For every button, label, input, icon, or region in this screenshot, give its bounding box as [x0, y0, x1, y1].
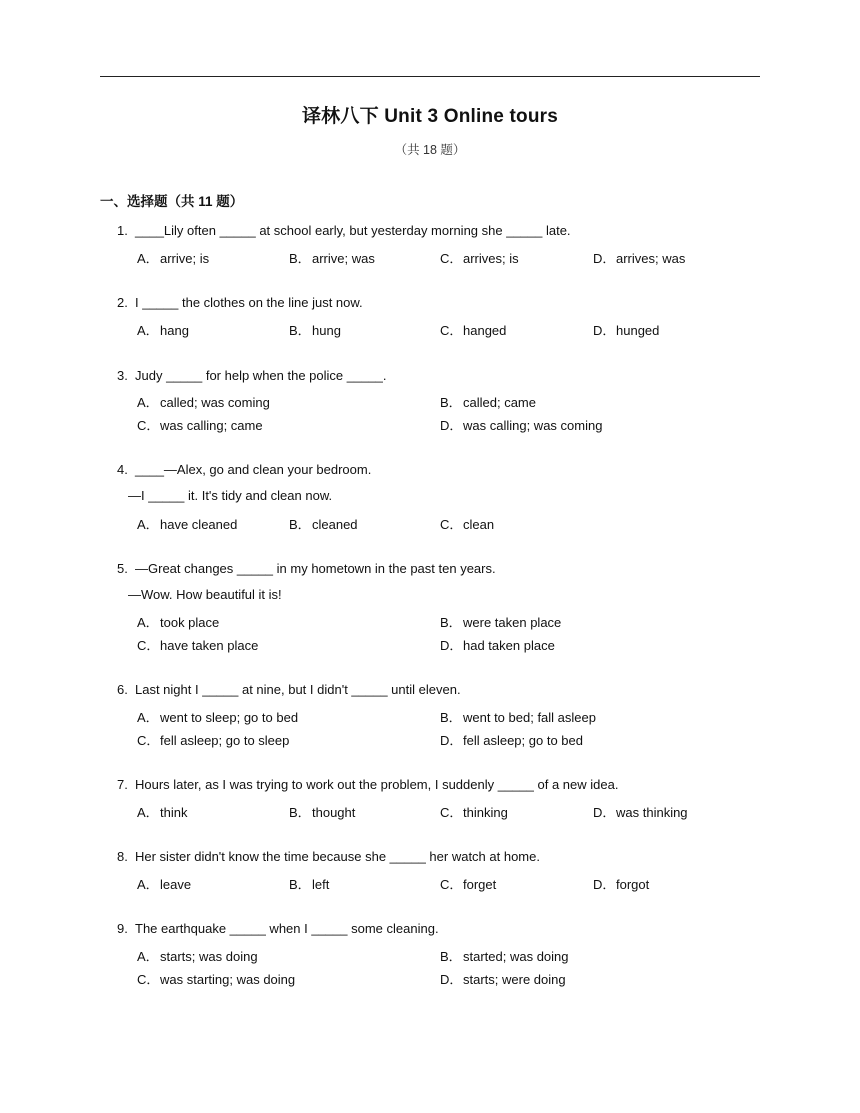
option-letter: B． [289, 517, 311, 532]
option-a[interactable] [137, 514, 237, 533]
option-text: took place [160, 615, 220, 630]
option-c[interactable] [440, 874, 496, 893]
document-title: 译林八下 Unit 3 Online tours [301, 106, 559, 127]
question-number: 1. [117, 223, 128, 238]
option-b[interactable] [440, 707, 596, 726]
option-d[interactable] [593, 874, 649, 893]
question-text: I _____ the clothes on the line just now. [135, 295, 363, 310]
question-number: 7. [117, 777, 128, 792]
option-text: hang [160, 323, 189, 338]
question-number: 2. [117, 295, 128, 310]
question-stem [117, 921, 439, 936]
option-letter: B． [289, 251, 311, 266]
question-reply: —Wow. How beautiful it is! [128, 587, 282, 602]
question-text: ____Lily often _____ at school early, but yesterday morning she _____ late. [135, 223, 571, 238]
option-text: starts; was doing [160, 949, 258, 964]
option-b[interactable] [289, 514, 358, 533]
question-text: Her sister didn't know the time because she _____ her watch at home. [135, 849, 540, 864]
option-d[interactable] [593, 320, 659, 339]
option-text: was calling; was coming [463, 418, 603, 433]
option-c[interactable] [137, 635, 258, 654]
option-text: was calling; came [160, 418, 263, 433]
option-text: hanged [463, 323, 507, 338]
option-letter: C． [440, 517, 463, 532]
option-text: thinking [463, 805, 508, 820]
option-letter: A． [137, 877, 159, 892]
question-number: 6. [117, 682, 128, 697]
question-text: Hours later, as I was trying to work out the problem, I suddenly _____ of a new idea. [135, 777, 619, 792]
option-a[interactable] [137, 248, 209, 267]
question-number: 9. [117, 921, 128, 936]
question-number: 8. [117, 849, 128, 864]
option-letter: D． [593, 323, 616, 338]
option-c[interactable] [440, 514, 494, 533]
question-stem [117, 682, 461, 697]
option-b[interactable] [289, 874, 329, 893]
question-stem [117, 777, 618, 792]
question-stem [117, 368, 387, 383]
option-c[interactable] [440, 802, 508, 821]
option-text: was starting; was doing [160, 972, 296, 987]
question-text: Last night I _____ at nine, but I didn't _____ until eleven. [135, 682, 461, 697]
option-letter: D． [593, 805, 616, 820]
question-stem [117, 561, 496, 576]
question-reply: —I _____ it. It's tidy and clean now. [128, 488, 333, 503]
option-letter: D． [440, 972, 463, 987]
option-letter: B． [440, 395, 462, 410]
option-text: clean [463, 517, 495, 532]
option-letter: B． [440, 615, 462, 630]
option-text: arrives; was [616, 251, 686, 266]
option-text: arrive; is [160, 251, 210, 266]
option-c[interactable] [137, 969, 295, 988]
option-text: have cleaned [160, 517, 238, 532]
option-text: cleaned [312, 517, 358, 532]
option-letter: A． [137, 395, 159, 410]
option-d[interactable] [593, 802, 688, 821]
option-letter: A． [137, 323, 159, 338]
option-letter: C． [137, 733, 160, 748]
option-a[interactable] [137, 392, 270, 411]
option-letter: D． [440, 418, 463, 433]
option-text: think [160, 805, 188, 820]
question-number: 4. [117, 462, 128, 477]
option-a[interactable] [137, 707, 298, 726]
question-text: The earthquake _____ when I _____ some cleaning. [135, 921, 439, 936]
question-stem [117, 295, 363, 310]
option-text: leave [160, 877, 192, 892]
option-text: hunged [616, 323, 660, 338]
option-text: forget [463, 877, 497, 892]
option-text: called; came [463, 395, 536, 410]
section-heading: 一、选择题（共 11 题） [100, 194, 244, 209]
question-text: ____—Alex, go and clean your bedroom. [135, 462, 372, 477]
option-text: starts; were doing [463, 972, 566, 987]
question-text: —Great changes _____ in my hometown in the past ten years. [135, 561, 496, 576]
option-letter: A． [137, 615, 159, 630]
option-letter: A． [137, 949, 159, 964]
option-letter: B． [289, 877, 311, 892]
option-b[interactable] [440, 612, 561, 631]
option-text: went to bed; fall asleep [463, 710, 596, 725]
option-letter: C． [440, 251, 463, 266]
option-d[interactable] [593, 248, 685, 267]
option-letter: B． [440, 710, 462, 725]
option-d[interactable] [440, 415, 602, 434]
option-text: fell asleep; go to bed [463, 733, 583, 748]
option-d[interactable] [440, 730, 583, 749]
option-letter: A． [137, 251, 159, 266]
option-text: was thinking [616, 805, 688, 820]
option-text: had taken place [463, 638, 555, 653]
option-text: fell asleep; go to sleep [160, 733, 290, 748]
option-letter: D． [593, 251, 616, 266]
option-b[interactable] [440, 392, 536, 411]
question-number: 5. [117, 561, 128, 576]
option-letter: D． [593, 877, 616, 892]
option-text: called; was coming [160, 395, 270, 410]
option-letter: D． [440, 733, 463, 748]
option-letter: A． [137, 710, 159, 725]
option-letter: A． [137, 517, 159, 532]
option-d[interactable] [440, 635, 555, 654]
question-stem [117, 849, 540, 864]
option-c[interactable] [440, 320, 506, 339]
question-number: 3. [117, 368, 128, 383]
option-letter: B． [289, 805, 311, 820]
option-b[interactable] [440, 946, 569, 965]
option-a[interactable] [137, 802, 187, 821]
option-letter: C． [440, 877, 463, 892]
option-d[interactable] [440, 969, 566, 988]
option-b[interactable] [289, 320, 341, 339]
option-text: hung [312, 323, 341, 338]
option-a[interactable] [137, 946, 258, 965]
question-stem [117, 462, 371, 477]
option-text: thought [312, 805, 356, 820]
option-letter: C． [137, 418, 160, 433]
option-a[interactable] [137, 874, 191, 893]
option-a[interactable] [137, 612, 219, 631]
option-c[interactable] [440, 248, 519, 267]
option-b[interactable] [289, 248, 375, 267]
option-letter: C． [440, 323, 463, 338]
option-letter: B． [440, 949, 462, 964]
option-letter: D． [440, 638, 463, 653]
option-letter: C． [137, 638, 160, 653]
header-rule [100, 76, 760, 77]
question-count: （共 18 题） [394, 143, 466, 157]
option-a[interactable] [137, 320, 189, 339]
option-b[interactable] [289, 802, 355, 821]
option-letter: B． [289, 323, 311, 338]
option-c[interactable] [137, 730, 289, 749]
option-text: forgot [616, 877, 650, 892]
option-text: were taken place [463, 615, 562, 630]
option-text: started; was doing [463, 949, 569, 964]
option-text: arrives; is [463, 251, 519, 266]
option-c[interactable] [137, 415, 263, 434]
option-letter: A． [137, 805, 159, 820]
question-stem [117, 223, 571, 238]
option-text: went to sleep; go to bed [160, 710, 299, 725]
option-text: arrive; was [312, 251, 375, 266]
option-letter: C． [440, 805, 463, 820]
option-letter: C． [137, 972, 160, 987]
question-text: Judy _____ for help when the police _____. [135, 368, 387, 383]
option-text: left [312, 877, 330, 892]
option-text: have taken place [160, 638, 259, 653]
